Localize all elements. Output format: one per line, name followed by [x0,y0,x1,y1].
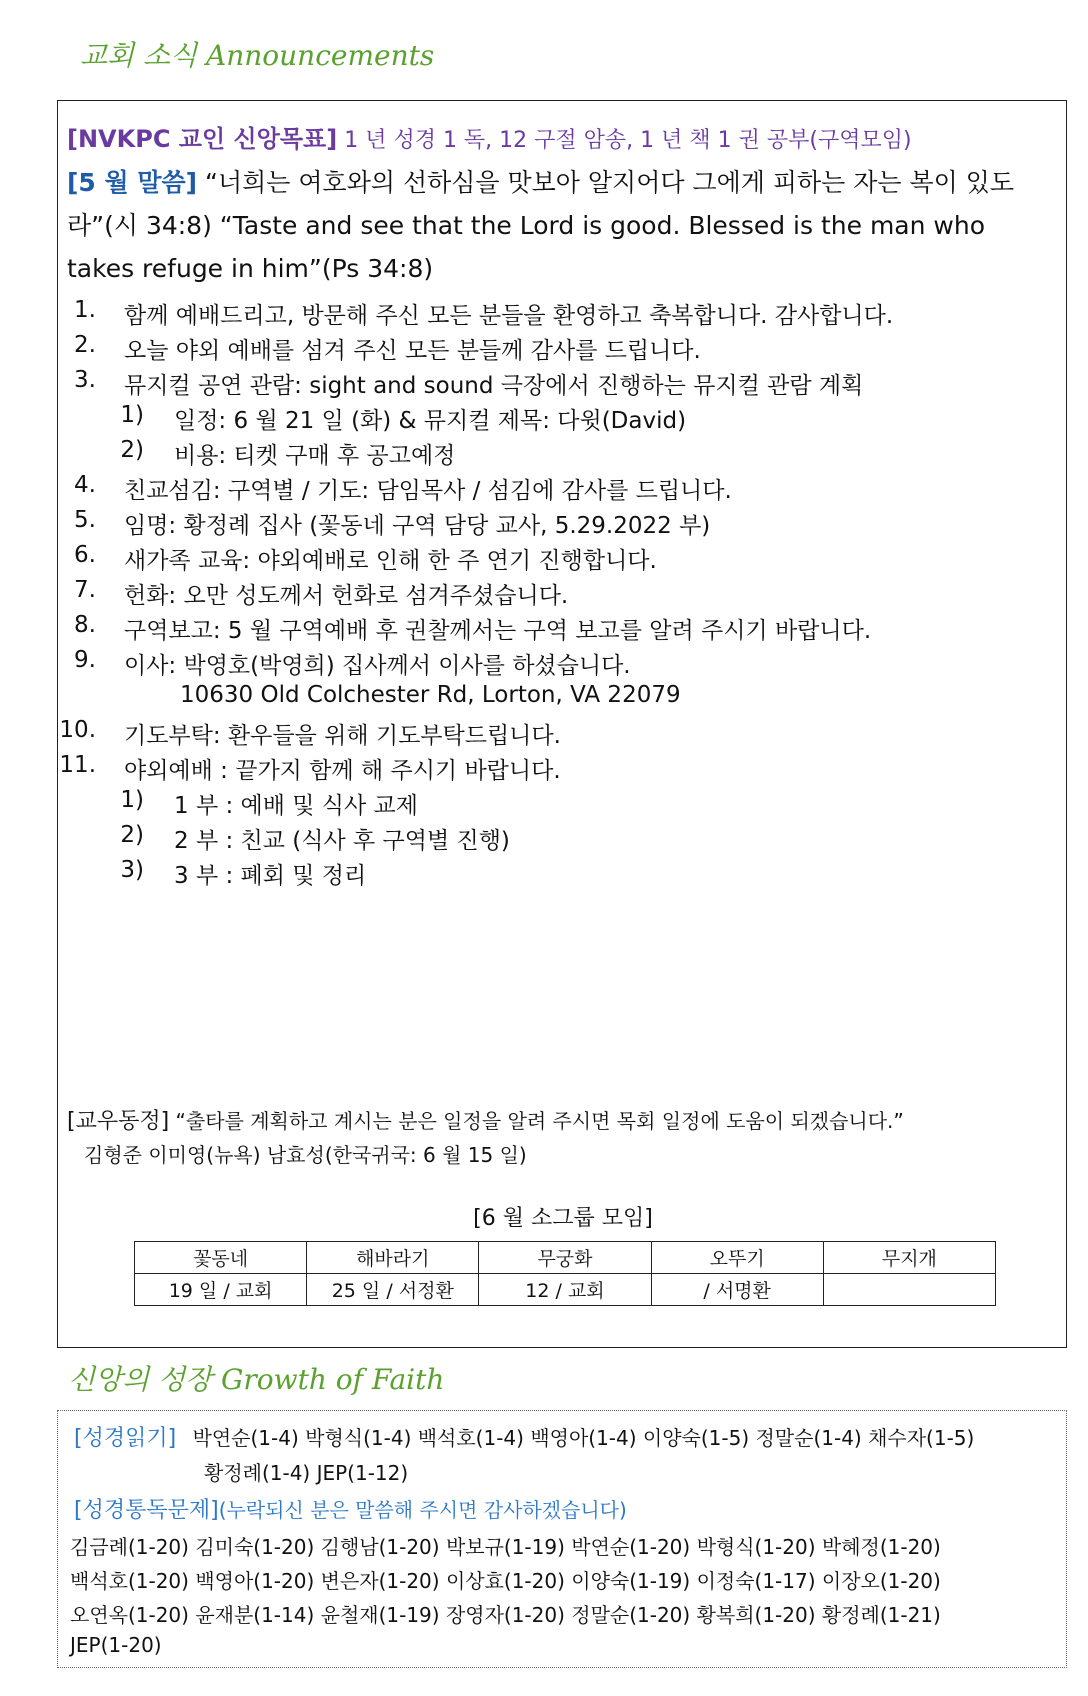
table-header: 무궁화 [479,1242,651,1274]
reading-label: [성경읽기] [74,1426,177,1451]
table-header: 오뚜기 [651,1242,823,1274]
quiz-names-line: 김금례(1-20) 김미숙(1-20) 김행남(1-20) 박보규(1-19) 박연순(1-20) 박형식(1-20) 박혜정(1-20) [70,1535,941,1559]
reading-names: 박연순(1-4) 박형식(1-4) 백석호(1-4) 백영아(1-4) 이양숙(1-5) 정말순(1-4) 채수자(1-5) [192,1426,975,1450]
table-cell [823,1274,995,1306]
table-header: 해바라기 [307,1242,479,1274]
growth-box [57,1410,1067,1668]
growth-heading: 신앙의 성장 Growth of Faith [68,1363,445,1396]
announcements-box: [NVKPC 교인 신앙목표] 1 년 성경 1 독, 12 구절 암송, 1 년 책 1 권 공부(구역모임) [5 월 말씀] “너희는 여호와의 선하심을 맛보아 알지어다 그에게 피하는 자는 복이 있도라”(시 34:8) “Taste and see that the Lord is good. Blessed is the man who takes refuge in him”(Ps 34:8) 1. 함께 예배드리고, 방문해 주신 모든 분들을 환영하고 축복합니다. 감사합니다. 2. 오늘 야외 예배를 섬겨 주신 모든 분들께 감사를 드립니다. 3. 뮤지컬 공연 관람: sight and sound 극장에서 진행하는 뮤지컬 관람 계획 1) 일정: 6 월 21 일 (화) & 뮤지컬 제목: 다윗(David) 2) 비용: 티켓 구매 후 공고예정 4. 친교섬김: 구역별 / 기도: 담임목사 / 섬김에 감사를 드립니다. 5. 임명: 황정례 집사 (꽃동네 구역 담당 교사, 5.29.2022 부) 6. 새가족 교육: 야외예배로 인해 한 주 연기 진행합니다. 7. 헌화: 오만 성도께서 헌화로 섬겨주셨습니다. 8. 구역보고: 5 월 구역예배 후 권찰께서는 구역 보고를 알려 주시기 바랍니다. 9. 이사: 박영호(박영희) 집사께서 이사를 하셨습니다. 10630 Old Colchester Rd, Lorton, VA 22079 10. 기도부탁: 환우들을 위해 기도부탁드립니다. 11. 야외예배 : 끝가지 함께 해 주시기 바랍니다. 1) 1 부 : 예배 및 식사 교제 2) 2 부 : 친교 (식사 후 구역별 진행) 3) 3 부 : 폐회 및 정리 [교우동정] “출타를 계획하고 계시는 분은 일정을 알려 주시면 목회 일정에 도움이 되겠습니다.” 김형준 이미영(뉴욕) 남효성(한국귀국: 6 월 15 일) [6 월 소그룹 모임] 꽃동네 해바라기 무궁화 오뚜기 무지개 19 일 / 교회 25 일 / 서정환 12 / 교회 / 서명환 [57,100,1067,1348]
member-news-label: [교우동정] [67,1109,170,1134]
member-news [67,1104,904,1135]
quiz-names-line: JEP(1-20) [70,1633,162,1657]
monthly-verse-text: “너희는 여호와의 선하심을 맛보아 알지어다 그에게 피하는 자는 복이 있도라”(시 34:8) “Taste and see that the Lord is good. Blessed is the man who takes refuge in him”(Ps 34:8) [67,168,1015,283]
table-cell: 12 / 교회 [479,1274,651,1306]
monthly-verse-label: [5 월 말씀] [67,168,198,197]
announcements-heading: 교회 소식 Announcements [80,39,435,72]
faith-goal-text: 1 년 성경 1 독, 12 구절 암송, 1 년 책 1 권 공부(구역모임) [337,128,912,153]
reading-row [74,1421,974,1452]
table-cell: / 서명환 [651,1274,823,1306]
faith-goal [67,119,912,154]
small-group-title: [6 월 소그룹 모임] [473,1206,653,1231]
table-cell: 19 일 / 교회 [135,1274,307,1306]
table-cell: 25 일 / 서정환 [307,1274,479,1306]
table-header: 꽃동네 [135,1242,307,1274]
member-news-names: 김형준 이미영(뉴욕) 남효성(한국귀국: 6 월 15 일) [84,1143,527,1167]
monthly-verse [67,161,1057,290]
table-row [135,1274,996,1306]
table-header-row [135,1242,996,1274]
member-news-text: “출타를 계획하고 계시는 분은 일정을 알려 주시면 목회 일정에 도움이 되겠습니다.” [169,1109,904,1133]
quiz-names-line: 백석호(1-20) 백영아(1-20) 변은자(1-20) 이상효(1-20) 이양숙(1-19) 이정숙(1-17) 이장오(1-20) [70,1569,941,1593]
quiz-note: (누락되신 분은 말씀해 주시면 감사하겠습니다) [218,1498,627,1522]
table-header: 무지개 [823,1242,995,1274]
small-group-table [134,1241,996,1306]
quiz-names-line: 오연옥(1-20) 윤재분(1-14) 윤철재(1-19) 장영자(1-20) 정말순(1-20) 황복희(1-20) 황정례(1-21) [70,1603,941,1627]
reading-names-cont: 황정례(1-4) JEP(1-12) [204,1461,409,1485]
quiz-label: [성경통독문제] [74,1498,219,1523]
quiz-row [74,1493,627,1524]
faith-goal-label: [NVKPC 교인 신앙목표] [67,125,338,153]
